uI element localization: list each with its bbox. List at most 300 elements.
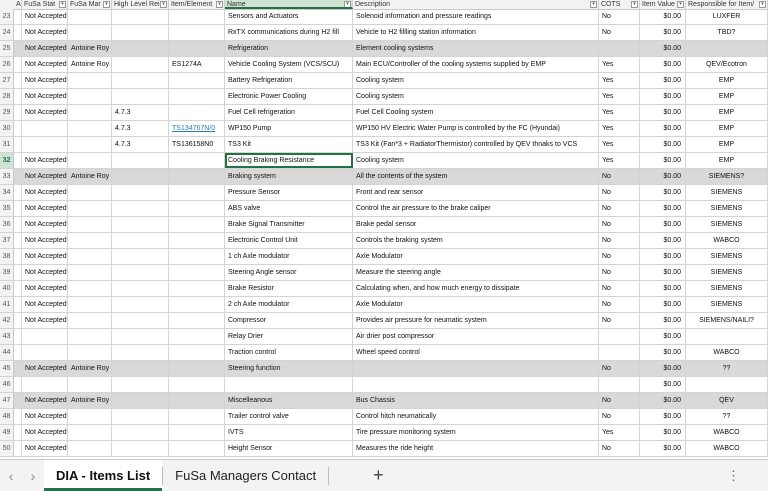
- column-header[interactable]: [68, 0, 112, 9]
- table-cell[interactable]: ES1274A: [169, 57, 225, 72]
- table-cell[interactable]: [68, 249, 112, 264]
- table-cell[interactable]: Not Accepted: [22, 25, 68, 40]
- table-cell[interactable]: Traction control: [225, 345, 353, 360]
- table-cell[interactable]: Yes: [599, 89, 640, 104]
- table-cell[interactable]: Solenoid information and pressure readings: [353, 9, 599, 24]
- row-number[interactable]: 26: [0, 57, 14, 72]
- table-cell[interactable]: [14, 105, 22, 120]
- row-number[interactable]: 32: [0, 153, 14, 168]
- table-cell[interactable]: No: [599, 217, 640, 232]
- table-cell[interactable]: [169, 345, 225, 360]
- table-cell[interactable]: [169, 217, 225, 232]
- table-cell[interactable]: [353, 361, 599, 376]
- table-cell[interactable]: [169, 281, 225, 296]
- row-number[interactable]: 40: [0, 281, 14, 296]
- table-cell[interactable]: Not Accepted: [22, 441, 68, 456]
- table-cell[interactable]: $0.00: [640, 249, 686, 264]
- table-cell[interactable]: [68, 153, 112, 168]
- row-number[interactable]: 33: [0, 169, 14, 184]
- table-cell[interactable]: $0.00: [640, 121, 686, 136]
- table-cell[interactable]: [14, 41, 22, 56]
- table-cell[interactable]: [686, 329, 768, 344]
- table-cell[interactable]: [68, 233, 112, 248]
- table-cell[interactable]: [22, 345, 68, 360]
- table-cell[interactable]: Cooling system: [353, 89, 599, 104]
- table-cell[interactable]: Not Accepted: [22, 41, 68, 56]
- table-cell[interactable]: Not Accepted: [22, 361, 68, 376]
- table-cell[interactable]: 4.7.3: [112, 137, 169, 152]
- table-cell[interactable]: Steering Angle sensor: [225, 265, 353, 280]
- select-all-corner[interactable]: [0, 0, 14, 9]
- table-cell[interactable]: [68, 9, 112, 24]
- table-cell[interactable]: WABCO: [686, 345, 768, 360]
- column-header[interactable]: [22, 0, 68, 9]
- table-cell[interactable]: $0.00: [640, 425, 686, 440]
- row-number[interactable]: 39: [0, 265, 14, 280]
- row-number[interactable]: 44: [0, 345, 14, 360]
- row-number[interactable]: 27: [0, 73, 14, 88]
- table-cell[interactable]: TBD?: [686, 25, 768, 40]
- table-cell[interactable]: [14, 9, 22, 24]
- row-number[interactable]: 37: [0, 233, 14, 248]
- table-cell[interactable]: $0.00: [640, 185, 686, 200]
- row-number[interactable]: 47: [0, 393, 14, 408]
- table-cell[interactable]: Not Accepted: [22, 105, 68, 120]
- table-cell[interactable]: SIEMENS: [686, 297, 768, 312]
- table-cell[interactable]: No: [599, 281, 640, 296]
- table-cell[interactable]: $0.00: [640, 441, 686, 456]
- table-cell[interactable]: Not Accepted: [22, 201, 68, 216]
- table-cell[interactable]: SIEMENS/NAILI?: [686, 313, 768, 328]
- table-cell[interactable]: Not Accepted: [22, 185, 68, 200]
- table-cell[interactable]: [68, 345, 112, 360]
- filter-dropdown-icon[interactable]: ▾: [216, 1, 223, 8]
- table-cell[interactable]: Yes: [599, 57, 640, 72]
- table-cell[interactable]: [68, 409, 112, 424]
- table-cell[interactable]: Element cooling systems: [353, 41, 599, 56]
- column-header[interactable]: [353, 0, 599, 9]
- row-number[interactable]: 30: [0, 121, 14, 136]
- table-cell[interactable]: Not Accepted: [22, 249, 68, 264]
- table-cell[interactable]: Cooling system: [353, 153, 599, 168]
- table-cell[interactable]: [68, 441, 112, 456]
- table-cell[interactable]: [68, 281, 112, 296]
- table-cell[interactable]: Bus Chassis: [353, 393, 599, 408]
- table-cell[interactable]: SIEMENS: [686, 265, 768, 280]
- table-cell[interactable]: [112, 25, 169, 40]
- table-cell[interactable]: Trailer control valve: [225, 409, 353, 424]
- table-cell[interactable]: Wheel speed control: [353, 345, 599, 360]
- table-cell[interactable]: [112, 329, 169, 344]
- table-cell[interactable]: [68, 425, 112, 440]
- table-cell[interactable]: [68, 377, 112, 392]
- table-cell[interactable]: Refrigeration: [225, 41, 353, 56]
- table-cell[interactable]: Steering function: [225, 361, 353, 376]
- table-cell[interactable]: [112, 361, 169, 376]
- table-cell[interactable]: Not Accepted: [22, 73, 68, 88]
- table-cell[interactable]: [68, 329, 112, 344]
- table-cell[interactable]: Height Sensor: [225, 441, 353, 456]
- table-cell[interactable]: [599, 329, 640, 344]
- table-cell[interactable]: $0.00: [640, 105, 686, 120]
- table-cell[interactable]: [14, 329, 22, 344]
- table-cell[interactable]: Not Accepted: [22, 153, 68, 168]
- table-cell[interactable]: Battery Refrigeration: [225, 73, 353, 88]
- table-cell[interactable]: Electronic Power Cooling: [225, 89, 353, 104]
- table-cell[interactable]: $0.00: [640, 329, 686, 344]
- table-cell[interactable]: TS134767N/0: [169, 121, 225, 136]
- column-header[interactable]: [112, 0, 169, 9]
- table-cell[interactable]: [14, 153, 22, 168]
- table-cell[interactable]: [68, 297, 112, 312]
- table-cell[interactable]: [112, 41, 169, 56]
- table-cell[interactable]: Miscelleanous: [225, 393, 353, 408]
- table-cell[interactable]: EMP: [686, 121, 768, 136]
- table-cell[interactable]: IVTS: [225, 425, 353, 440]
- table-cell[interactable]: [353, 377, 599, 392]
- table-cell[interactable]: Brake Signal Transmitter: [225, 217, 353, 232]
- table-cell[interactable]: [599, 41, 640, 56]
- table-cell[interactable]: TS136158N0: [169, 137, 225, 152]
- row-number[interactable]: 48: [0, 409, 14, 424]
- row-number[interactable]: 35: [0, 201, 14, 216]
- table-cell[interactable]: [112, 345, 169, 360]
- table-cell[interactable]: Pressure Sensor: [225, 185, 353, 200]
- table-cell[interactable]: 2 ch Axle modulator: [225, 297, 353, 312]
- table-cell[interactable]: [169, 25, 225, 40]
- table-cell[interactable]: [169, 425, 225, 440]
- table-cell[interactable]: [14, 377, 22, 392]
- table-cell[interactable]: Sensors and Actuators: [225, 9, 353, 24]
- filter-dropdown-icon[interactable]: ▾: [677, 1, 684, 8]
- table-cell[interactable]: $0.00: [640, 345, 686, 360]
- table-cell[interactable]: No: [599, 313, 640, 328]
- table-cell[interactable]: $0.00: [640, 57, 686, 72]
- table-cell[interactable]: [169, 233, 225, 248]
- table-cell[interactable]: $0.00: [640, 169, 686, 184]
- table-cell[interactable]: [22, 377, 68, 392]
- table-cell[interactable]: ??: [686, 409, 768, 424]
- row-number[interactable]: 42: [0, 313, 14, 328]
- table-cell[interactable]: $0.00: [640, 25, 686, 40]
- table-cell[interactable]: $0.00: [640, 265, 686, 280]
- table-cell[interactable]: [169, 89, 225, 104]
- table-cell[interactable]: All the contents of the system: [353, 169, 599, 184]
- table-cell[interactable]: [112, 425, 169, 440]
- table-cell[interactable]: [68, 89, 112, 104]
- table-cell[interactable]: [169, 441, 225, 456]
- table-cell[interactable]: No: [599, 249, 640, 264]
- table-cell[interactable]: Provides air pressure for neumatic system: [353, 313, 599, 328]
- table-cell[interactable]: [14, 441, 22, 456]
- table-cell[interactable]: $0.00: [640, 217, 686, 232]
- table-cell[interactable]: Electronic Control Unit: [225, 233, 353, 248]
- table-cell[interactable]: Not Accepted: [22, 9, 68, 24]
- table-cell[interactable]: Yes: [599, 121, 640, 136]
- table-cell[interactable]: [14, 313, 22, 328]
- table-cell[interactable]: Antoine Roy: [68, 361, 112, 376]
- row-number[interactable]: 45: [0, 361, 14, 376]
- row-number[interactable]: 31: [0, 137, 14, 152]
- table-cell[interactable]: Fuel Cell Cooling system: [353, 105, 599, 120]
- table-cell[interactable]: Cooling Braking Resistance: [225, 153, 353, 168]
- table-cell[interactable]: [68, 137, 112, 152]
- table-cell[interactable]: [169, 361, 225, 376]
- table-cell[interactable]: Not Accepted: [22, 409, 68, 424]
- table-cell[interactable]: [14, 201, 22, 216]
- table-cell[interactable]: Front and rear sensor: [353, 185, 599, 200]
- table-cell[interactable]: [686, 377, 768, 392]
- table-cell[interactable]: Control hitch neumatically: [353, 409, 599, 424]
- table-cell[interactable]: SIEMENS: [686, 217, 768, 232]
- column-header[interactable]: [640, 0, 686, 9]
- table-cell[interactable]: $0.00: [640, 313, 686, 328]
- table-cell[interactable]: Not Accepted: [22, 313, 68, 328]
- table-cell[interactable]: [169, 41, 225, 56]
- table-cell[interactable]: [112, 297, 169, 312]
- table-cell[interactable]: [68, 73, 112, 88]
- filter-dropdown-icon[interactable]: ▾: [344, 1, 351, 8]
- table-cell[interactable]: Yes: [599, 105, 640, 120]
- table-cell[interactable]: EMP: [686, 153, 768, 168]
- table-cell[interactable]: [112, 217, 169, 232]
- table-cell[interactable]: [112, 377, 169, 392]
- add-sheet-button[interactable]: +: [373, 465, 384, 485]
- row-number[interactable]: 23: [0, 9, 14, 24]
- table-cell[interactable]: Yes: [599, 425, 640, 440]
- table-cell[interactable]: [112, 73, 169, 88]
- table-cell[interactable]: $0.00: [640, 281, 686, 296]
- tab-fusa-managers-contact[interactable]: FuSa Managers Contact: [175, 468, 317, 483]
- table-cell[interactable]: QEV: [686, 393, 768, 408]
- filter-dropdown-icon[interactable]: ▾: [160, 1, 167, 8]
- table-cell[interactable]: [68, 25, 112, 40]
- table-cell[interactable]: Compressor: [225, 313, 353, 328]
- table-cell[interactable]: Air drier post compressor: [353, 329, 599, 344]
- table-cell[interactable]: Cooling system: [353, 73, 599, 88]
- row-number[interactable]: 24: [0, 25, 14, 40]
- row-number[interactable]: 36: [0, 217, 14, 232]
- table-cell[interactable]: ??: [686, 361, 768, 376]
- table-cell[interactable]: [22, 329, 68, 344]
- table-cell[interactable]: Control the air pressure to the brake caliper: [353, 201, 599, 216]
- table-cell[interactable]: Not Accepted: [22, 265, 68, 280]
- table-cell[interactable]: SIEMENS: [686, 281, 768, 296]
- table-cell[interactable]: [112, 281, 169, 296]
- table-cell[interactable]: [14, 217, 22, 232]
- filter-dropdown-icon[interactable]: ▾: [759, 1, 766, 8]
- table-cell[interactable]: SIEMENS: [686, 249, 768, 264]
- table-cell[interactable]: [14, 345, 22, 360]
- table-cell[interactable]: [169, 73, 225, 88]
- table-cell[interactable]: WP150 Pump: [225, 121, 353, 136]
- table-cell[interactable]: 1 ch Axle modulator: [225, 249, 353, 264]
- table-cell[interactable]: [112, 265, 169, 280]
- table-cell[interactable]: [68, 265, 112, 280]
- table-cell[interactable]: Vehicle to H2 fillling station information: [353, 25, 599, 40]
- table-cell[interactable]: [169, 105, 225, 120]
- table-cell[interactable]: $0.00: [640, 73, 686, 88]
- table-cell[interactable]: $0.00: [640, 393, 686, 408]
- table-cell[interactable]: [169, 329, 225, 344]
- table-cell[interactable]: Tire pressure monitoring system: [353, 425, 599, 440]
- table-cell[interactable]: $0.00: [640, 137, 686, 152]
- table-cell[interactable]: SIEMENS: [686, 201, 768, 216]
- row-number[interactable]: 34: [0, 185, 14, 200]
- table-cell[interactable]: No: [599, 25, 640, 40]
- table-cell[interactable]: Antoine Roy: [68, 393, 112, 408]
- table-cell[interactable]: [14, 425, 22, 440]
- filter-dropdown-icon[interactable]: ▾: [103, 1, 110, 8]
- table-cell[interactable]: [112, 153, 169, 168]
- table-cell[interactable]: No: [599, 265, 640, 280]
- table-cell[interactable]: Relay Drier: [225, 329, 353, 344]
- table-cell[interactable]: [14, 393, 22, 408]
- table-cell[interactable]: No: [599, 9, 640, 24]
- table-cell[interactable]: No: [599, 201, 640, 216]
- table-cell[interactable]: Antoine Roy: [68, 41, 112, 56]
- table-cell[interactable]: [112, 441, 169, 456]
- table-cell[interactable]: [225, 377, 353, 392]
- table-cell[interactable]: [169, 169, 225, 184]
- table-cell[interactable]: [169, 249, 225, 264]
- table-cell[interactable]: Yes: [599, 153, 640, 168]
- table-cell[interactable]: Axle Modulator: [353, 249, 599, 264]
- table-cell[interactable]: RxTX communications during H2 fill: [225, 25, 353, 40]
- row-number[interactable]: 46: [0, 377, 14, 392]
- filter-dropdown-icon[interactable]: ▾: [59, 1, 66, 8]
- table-cell[interactable]: [169, 409, 225, 424]
- row-number[interactable]: 50: [0, 441, 14, 456]
- table-cell[interactable]: [169, 313, 225, 328]
- table-cell[interactable]: EMP: [686, 73, 768, 88]
- column-header[interactable]: [14, 0, 22, 9]
- table-cell[interactable]: QEV/Ecotron: [686, 57, 768, 72]
- table-cell[interactable]: [14, 73, 22, 88]
- table-cell[interactable]: [112, 233, 169, 248]
- table-cell[interactable]: [169, 153, 225, 168]
- table-cell[interactable]: $0.00: [640, 9, 686, 24]
- table-cell[interactable]: Not Accepted: [22, 425, 68, 440]
- table-cell[interactable]: EMP: [686, 89, 768, 104]
- table-cell[interactable]: Measure the steering angle: [353, 265, 599, 280]
- table-cell[interactable]: [599, 377, 640, 392]
- table-cell[interactable]: [14, 233, 22, 248]
- table-cell[interactable]: Not Accepted: [22, 233, 68, 248]
- table-cell[interactable]: [14, 89, 22, 104]
- row-number[interactable]: 29: [0, 105, 14, 120]
- filter-dropdown-icon[interactable]: ▾: [631, 1, 638, 8]
- table-cell[interactable]: [14, 361, 22, 376]
- table-cell[interactable]: [14, 281, 22, 296]
- table-cell[interactable]: [14, 265, 22, 280]
- table-cell[interactable]: Not Accepted: [22, 169, 68, 184]
- table-cell[interactable]: [14, 185, 22, 200]
- table-cell[interactable]: $0.00: [640, 89, 686, 104]
- row-number[interactable]: 28: [0, 89, 14, 104]
- table-cell[interactable]: WABCO: [686, 441, 768, 456]
- table-cell[interactable]: No: [599, 169, 640, 184]
- table-cell[interactable]: [14, 57, 22, 72]
- table-cell[interactable]: [112, 313, 169, 328]
- table-cell[interactable]: Yes: [599, 137, 640, 152]
- table-cell[interactable]: [14, 297, 22, 312]
- table-cell[interactable]: $0.00: [640, 377, 686, 392]
- table-cell[interactable]: WABCO: [686, 233, 768, 248]
- table-cell[interactable]: [169, 377, 225, 392]
- table-cell[interactable]: [112, 9, 169, 24]
- table-cell[interactable]: [22, 137, 68, 152]
- column-header[interactable]: [225, 0, 353, 9]
- table-cell[interactable]: [68, 201, 112, 216]
- table-cell[interactable]: WP150 HV Electric Water Pump is controlled by the FC (Hyundai): [353, 121, 599, 136]
- table-cell[interactable]: No: [599, 185, 640, 200]
- table-cell[interactable]: [22, 121, 68, 136]
- table-cell[interactable]: [112, 409, 169, 424]
- table-cell[interactable]: [112, 185, 169, 200]
- table-cell[interactable]: Antoine Roy: [68, 57, 112, 72]
- table-cell[interactable]: No: [599, 361, 640, 376]
- table-cell[interactable]: $0.00: [640, 409, 686, 424]
- table-cell[interactable]: [112, 201, 169, 216]
- column-header[interactable]: [169, 0, 225, 9]
- table-cell[interactable]: Controls the braking system: [353, 233, 599, 248]
- table-cell[interactable]: No: [599, 393, 640, 408]
- table-cell[interactable]: LUXFER: [686, 9, 768, 24]
- table-cell[interactable]: Yes: [599, 73, 640, 88]
- table-cell[interactable]: [169, 265, 225, 280]
- table-cell[interactable]: [14, 121, 22, 136]
- table-cell[interactable]: Not Accepted: [22, 393, 68, 408]
- table-cell[interactable]: Calculating when, and how much energy to dissipate: [353, 281, 599, 296]
- table-cell[interactable]: [169, 297, 225, 312]
- table-cell[interactable]: Main ECU/Controller of the cooling systems supplied by EMP: [353, 57, 599, 72]
- table-cell[interactable]: [112, 249, 169, 264]
- tab-dia-items-list[interactable]: [44, 460, 162, 491]
- prev-sheet-icon[interactable]: ‹: [8, 467, 14, 484]
- table-cell[interactable]: [599, 345, 640, 360]
- table-cell[interactable]: 4.7.3: [112, 105, 169, 120]
- table-cell[interactable]: Measures the ride height: [353, 441, 599, 456]
- table-cell[interactable]: EMP: [686, 105, 768, 120]
- table-cell[interactable]: [14, 137, 22, 152]
- table-cell[interactable]: WABCO: [686, 425, 768, 440]
- table-cell[interactable]: SIEMENS: [686, 185, 768, 200]
- table-cell[interactable]: [68, 105, 112, 120]
- table-cell[interactable]: Fuel Cell refrigeration: [225, 105, 353, 120]
- row-number[interactable]: 41: [0, 297, 14, 312]
- table-cell[interactable]: [686, 41, 768, 56]
- filter-dropdown-icon[interactable]: ▾: [590, 1, 597, 8]
- table-cell[interactable]: Not Accepted: [22, 297, 68, 312]
- row-number[interactable]: 43: [0, 329, 14, 344]
- table-cell[interactable]: ABS valve: [225, 201, 353, 216]
- table-cell[interactable]: 4.7.3: [112, 121, 169, 136]
- table-cell[interactable]: Antoine Roy: [68, 169, 112, 184]
- more-options-icon[interactable]: ⋮: [727, 468, 740, 483]
- table-cell[interactable]: Vehicle Cooling System (VCS/SCU): [225, 57, 353, 72]
- table-cell[interactable]: SIEMENS?: [686, 169, 768, 184]
- table-cell[interactable]: [112, 89, 169, 104]
- column-header[interactable]: [686, 0, 768, 9]
- table-cell[interactable]: Brake Resistor: [225, 281, 353, 296]
- table-cell[interactable]: $0.00: [640, 41, 686, 56]
- table-cell[interactable]: Brake pedal sensor: [353, 217, 599, 232]
- table-cell[interactable]: No: [599, 409, 640, 424]
- table-cell[interactable]: Braking system: [225, 169, 353, 184]
- table-cell[interactable]: [169, 185, 225, 200]
- row-number[interactable]: 38: [0, 249, 14, 264]
